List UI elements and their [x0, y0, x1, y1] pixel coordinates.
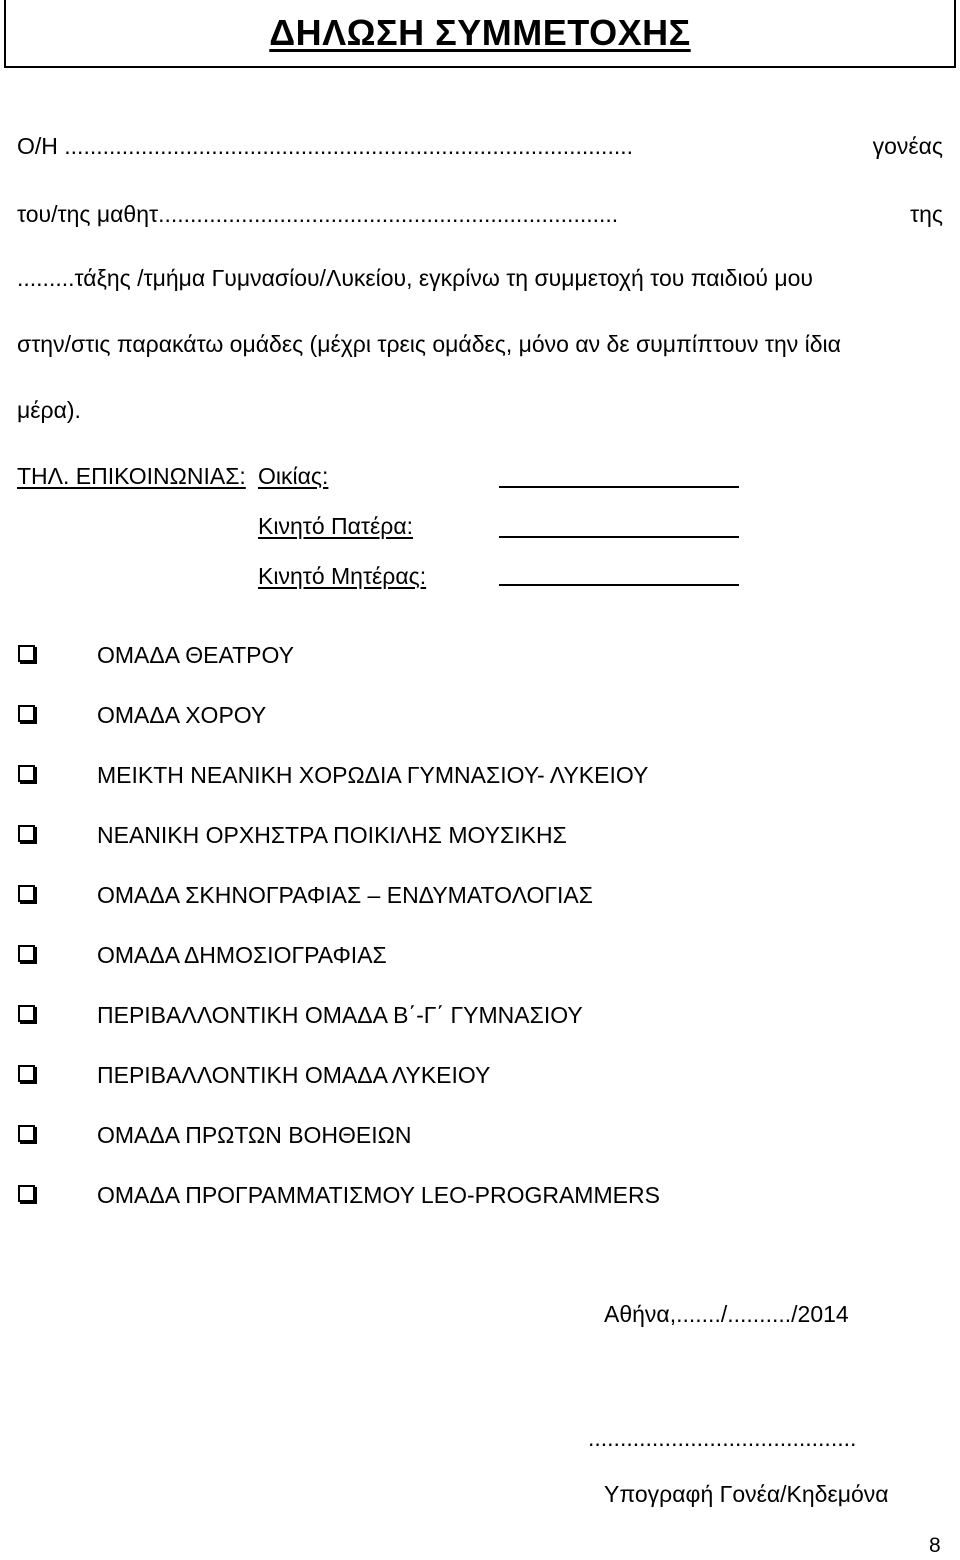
- group-row-environment-gym[interactable]: [0, 1001, 960, 1029]
- page-title: ΔΗΛΩΣΗ ΣΥΜΜΕΤΟΧΗΣ: [269, 12, 691, 53]
- signature-line[interactable]: ..........................................: [588, 1425, 857, 1451]
- home-phone-label: Οικίας:: [258, 463, 329, 489]
- checkbox-icon[interactable]: [18, 825, 35, 842]
- father-phone-label: Κινητό Πατέρα:: [258, 513, 414, 539]
- mother-phone-label: Κινητό Μητέρας:: [258, 563, 427, 589]
- checkbox-icon[interactable]: [18, 705, 35, 722]
- title-box: [4, 0, 956, 68]
- parent-label: γονέας: [872, 133, 943, 159]
- checkbox-icon[interactable]: [18, 765, 35, 782]
- checkbox-icon[interactable]: [18, 945, 35, 962]
- intro-line-5: μέρα).: [17, 397, 81, 423]
- group-row-first-aid[interactable]: [0, 1121, 960, 1149]
- group-row-choir[interactable]: [0, 761, 960, 789]
- group-label: ΟΜΑΔΑ ΔΗΜΟΣΙΟΓΡΑΦΙΑΣ: [97, 942, 387, 968]
- group-label: ΝΕΑΝΙΚΗ ΟΡΧΗΣΤΡΑ ΠΟΙΚΙΛΗΣ ΜΟΥΣΙΚΗΣ: [97, 822, 567, 848]
- signature-label: Υπογραφή Γονέα/Κηδεμόνα: [604, 1481, 889, 1507]
- checkbox-icon[interactable]: [18, 1005, 35, 1022]
- group-row-dance[interactable]: [0, 701, 960, 729]
- group-label: ΠΕΡΙΒΑΛΛΟΝΤΙΚΗ ΟΜΑΔΑ ΛΥΚΕΙΟΥ: [97, 1062, 491, 1088]
- parent-name-field[interactable]: Ο/Η .........................................................................................: [17, 133, 634, 159]
- page-number: 8: [929, 1534, 941, 1557]
- group-label: ΟΜΑΔΑ ΠΡΟΓΡΑΜΜΑΤΙΣΜΟΥ LEO-PROGRAMMERS: [97, 1182, 660, 1208]
- group-row-environment-lyc[interactable]: [0, 1061, 960, 1089]
- of-label: της: [910, 201, 943, 227]
- group-label: ΟΜΑΔΑ ΠΡΩΤΩΝ ΒΟΗΘΕΙΩΝ: [97, 1122, 412, 1148]
- phone-heading: ΤΗΛ. ΕΠΙΚΟΙΝΩΝΙΑΣ:: [17, 463, 246, 489]
- checkbox-icon[interactable]: [18, 1185, 35, 1202]
- group-label: ΟΜΑΔΑ ΘΕΑΤΡΟΥ: [97, 642, 294, 668]
- mother-phone-field[interactable]: [499, 584, 739, 586]
- intro-line-3: .........τάξης /τμήμα Γυμνασίου/Λυκείου, εγκρίνω τη συμμετοχή του παιδιού μου: [17, 265, 813, 291]
- group-label: ΜΕΙΚΤΗ ΝΕΑΝΙΚΗ ΧΟΡΩΔΙΑ ΓΥΜΝΑΣΙΟΥ- ΛΥΚΕΙΟΥ: [97, 762, 649, 788]
- group-row-orchestra[interactable]: [0, 821, 960, 849]
- checkbox-icon[interactable]: [18, 645, 35, 662]
- group-row-programming[interactable]: [0, 1181, 960, 1209]
- date-field[interactable]: Αθήνα,......./........../2014: [604, 1301, 849, 1327]
- checkbox-icon[interactable]: [18, 1125, 35, 1142]
- intro-line-2: [17, 200, 943, 228]
- group-label: ΟΜΑΔΑ ΧΟΡΟΥ: [97, 702, 267, 728]
- group-row-theatre[interactable]: [0, 641, 960, 669]
- checkbox-icon[interactable]: [18, 885, 35, 902]
- student-name-field[interactable]: του/της μαθητ........................................................................: [17, 201, 619, 227]
- checkbox-icon[interactable]: [18, 1065, 35, 1082]
- intro-line-1: [17, 132, 943, 160]
- group-row-journalism[interactable]: [0, 941, 960, 969]
- home-phone-field[interactable]: [499, 486, 739, 488]
- intro-line-4: στην/στις παρακάτω ομάδες (μέχρι τρεις ομάδες, μόνο αν δε συμπίπτουν την ίδια: [17, 331, 841, 357]
- group-label: ΟΜΑΔΑ ΣΚΗΝΟΓΡΑΦΙΑΣ – ΕΝΔΥΜΑΤΟΛΟΓΙΑΣ: [97, 882, 593, 908]
- group-row-scenography[interactable]: [0, 881, 960, 909]
- group-label: ΠΕΡΙΒΑΛΛΟΝΤΙΚΗ ΟΜΑΔΑ Β΄-Γ΄ ΓΥΜΝΑΣΙΟΥ: [97, 1002, 583, 1028]
- father-phone-field[interactable]: [499, 536, 739, 538]
